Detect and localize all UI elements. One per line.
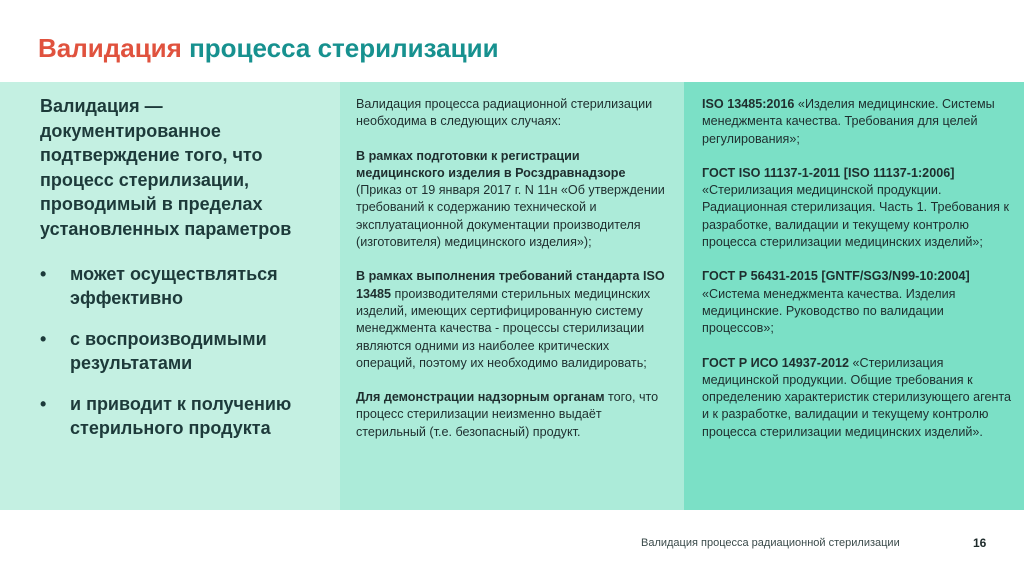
standard-item <box>702 355 1014 441</box>
standard-item <box>702 268 1014 337</box>
standard-item <box>702 96 1014 148</box>
cases-intro: Валидация процесса радиационной стерилизации необходима в следующих случаях: <box>356 97 653 129</box>
case-text: (Приказ от 19 января 2017 г. N 11н «Об утверждении требований к содержанию технической и эксплуатационной документации производителя (изготовителя) медицинского изделия»); <box>356 183 665 250</box>
case-title: Для демонстрации надзорным органам <box>356 390 605 405</box>
title-accent: Валидация <box>38 33 182 63</box>
slide-title <box>38 33 499 64</box>
bullet-item <box>40 327 320 375</box>
case-title: В рамках выполнения требований стандарта ISO 13485 <box>356 269 665 301</box>
bullet-item <box>40 262 320 310</box>
content-band <box>0 82 1024 510</box>
title-main: процесса стерилизации <box>189 33 499 63</box>
bullet-list <box>40 262 320 440</box>
case-item <box>356 268 670 372</box>
standard-title: «Стерилизация медицинской продукции. Общие требования к определению характеристик стерилизующего агента и к разработке, валидации и текущему контролю процесса стерилизации медицинских изделий». <box>702 355 1012 439</box>
standard-item <box>702 165 1014 251</box>
case-item <box>356 148 670 252</box>
standard-title: «Изделия медицинские. Системы менеджмента качества. Требования для целей регулирования»; <box>702 97 995 146</box>
standard-code: ГОСТ Р ИСО 14937-2012 <box>702 355 849 370</box>
bullet-icon: • <box>40 263 47 284</box>
footer-text: Валидация процесса радиационной стерилизации <box>641 537 900 549</box>
standard-code: ГОСТ Р 56431-2015 [GNTF/SG3/N99-10:2004] <box>702 269 970 284</box>
cases-panel <box>340 82 684 510</box>
bullet-icon: • <box>40 393 47 414</box>
standards-panel <box>684 82 1024 510</box>
case-text: того, что процесс стерилизации неизменно выдаёт стерильный (т.е. безопасный) продукт. <box>356 390 659 439</box>
definition-text: Валидация — документированное подтверждение того, что процесс стерилизации, проводимый в пределах установленных параметров <box>40 96 292 239</box>
bullet-text: и приводит к получению стерильного продукта <box>70 393 292 438</box>
bullet-icon: • <box>40 328 47 349</box>
definition-panel <box>0 82 340 510</box>
case-title: В рамках подготовки к регистрации медицинского изделия в Росздравнадзоре <box>356 148 626 180</box>
standard-title: «Стерилизация медицинской продукции. Радиационная стерилизация. Часть 1. Требования к разработке, валидации и текущему контролю процесса стерилизации медицинских изделий»; <box>702 183 1010 250</box>
page-number: 16 <box>973 536 987 550</box>
standard-title: «Система менеджмента качества. Изделия медицинские. Руководство по валидации процессов»; <box>702 286 956 336</box>
case-text: производителями стерильных медицинских изделий, имеющих сертифицированную систему менеджмента качества - процессы стерилизации являются одними из наиболее критических операций, поэтому их необходимо валидировать; <box>356 286 651 370</box>
bullet-text: с воспроизводимыми результатами <box>70 328 267 373</box>
bullet-text: может осуществляться эффективно <box>70 263 278 308</box>
case-item <box>356 389 670 441</box>
standard-code: ГОСТ ISO 11137-1-2011 [ISO 11137-1:2006] <box>702 165 955 180</box>
bullet-item <box>40 392 320 440</box>
standard-code: ISO 13485:2016 <box>702 97 795 111</box>
